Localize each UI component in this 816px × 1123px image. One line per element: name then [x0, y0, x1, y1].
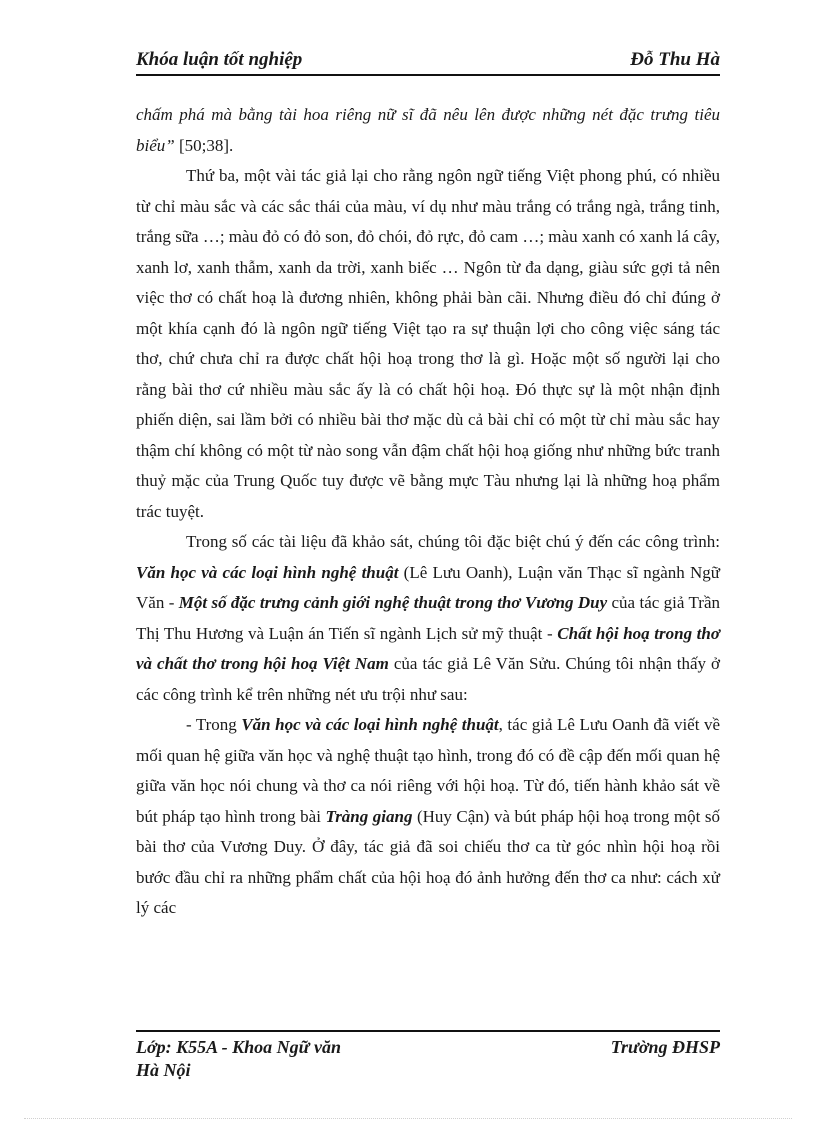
work-title-trang-giang: Tràng giang [325, 806, 413, 826]
footer-class-line1: Lớp: K55A - Khoa Ngữ văn [136, 1037, 341, 1057]
work-title-chat-hoi-hoa: Chất hội hoạ trong thơ và chất thơ trong hội hoạ Việt Nam [136, 623, 720, 673]
header-author: Đỗ Thu Hà [630, 49, 720, 70]
paragraph-sources [136, 527, 720, 710]
header-thesis-title: Khóa luận tốt nghiệp [136, 49, 303, 70]
quote-continuation: chấm phá mà bằng tài hoa riêng nữ sĩ đã nêu lên được những nét đặc trưng tiêu biểu” [136, 105, 720, 155]
page-body [136, 100, 720, 924]
citation-ref: [50;38]. [174, 135, 234, 155]
paragraph-third-point: Thứ ba, một vài tác giả lại cho rằng ngôn ngữ tiếng Việt phong phú, có nhiều từ chỉ màu sắc và các sắc thái của màu, ví dụ như màu trắng có trắng ngà, trắng tinh, trắng sữa …; màu đỏ có đỏ son, đỏ chói, đỏ rực, đỏ cam …; màu xanh có xanh lá cây, xanh lơ, xanh thẫm, xanh da trời, xanh biếc … Ngôn từ đa dạng, giàu sức gợi tả nên việc thơ có chất hoạ là đương nhiên, không phải bàn cãi. Nhưng điều đó chỉ đúng ở một khía cạnh đó là ngôn ngữ tiếng Việt tạo ra sự thuận lợi cho công việc sáng tác thơ, chứ chưa chỉ ra được chất hội hoạ trong thơ là gì. Hoặc một số người lại cho rằng bài thơ cứ nhiều màu sắc ấy là có chất hội hoạ. Đó thực sự là một nhận định phiến diện, sai lầm bởi có nhiều bài thơ mặc dù cả bài chỉ có một từ chỉ màu sắc hay thậm chí không có một từ nào song vẫn đậm chất hội hoạ giống như những bức tranh thuỷ mặc của Trung Quốc tuy được vẽ bằng mực Tàu nhưng lại là những hoạ phẩm trác tuyệt. [136, 166, 720, 521]
page-footer [136, 1030, 720, 1082]
page-boundary [24, 1118, 792, 1119]
footer-class-line2: Hà Nội [136, 1060, 191, 1080]
text-run: (Lê Lưu Oanh), Luận văn Thạc sĩ ngành Ngữ Văn - [136, 562, 720, 612]
footer-university: Trường ĐHSP [610, 1037, 720, 1057]
text-run: Trong số các tài liệu đã khảo sát, chúng tôi đặc biệt chú ý đến các công trình: [186, 532, 720, 551]
text-run: , tác giả Lê Lưu Oanh đã viết về mối quan hệ giữa văn học và nghệ thuật tạo hình, trong đó có đề cập đến mối quan hệ giữa văn học nói chung và thơ ca nói riêng với hội hoạ. Từ đó, tiến hành khảo sát về bút pháp tạo hình trong bài [136, 715, 721, 826]
work-title-van-hoc-2: Văn học và các loại hình nghệ thuật [241, 715, 499, 734]
footer-class [136, 1036, 341, 1082]
text-run: của tác giả Trần Thị Thu Hương và Luận án Tiến sĩ ngành Lịch sử mỹ thuật - [136, 593, 720, 643]
text-run: (Huy Cận) và bút pháp hội hoạ trong một số bài thơ của Vương Duy. Ở đây, tác giả đã soi chiếu thơ ca từ góc nhìn hội hoạ rồi bước đầu chỉ ra những phẩm chất của hội hoạ đó ảnh hưởng đến thơ ca như: cách xử lý các [136, 806, 720, 917]
work-title-vuong-duy: Một số đặc trưng cảnh giới nghệ thuật trong thơ Vương Duy [178, 593, 608, 612]
text-run: của tác giả Lê Văn Sửu. Chúng tôi nhận thấy ở các công trình kể trên những nét ưu trội như sau: [136, 654, 720, 704]
work-title-van-hoc: Văn học và các loại hình nghệ thuật [136, 562, 399, 582]
paragraph-continuation [136, 100, 720, 161]
page-header [136, 48, 720, 76]
text-run: - Trong [186, 715, 242, 734]
paragraph-le-luu-oanh [136, 710, 720, 924]
